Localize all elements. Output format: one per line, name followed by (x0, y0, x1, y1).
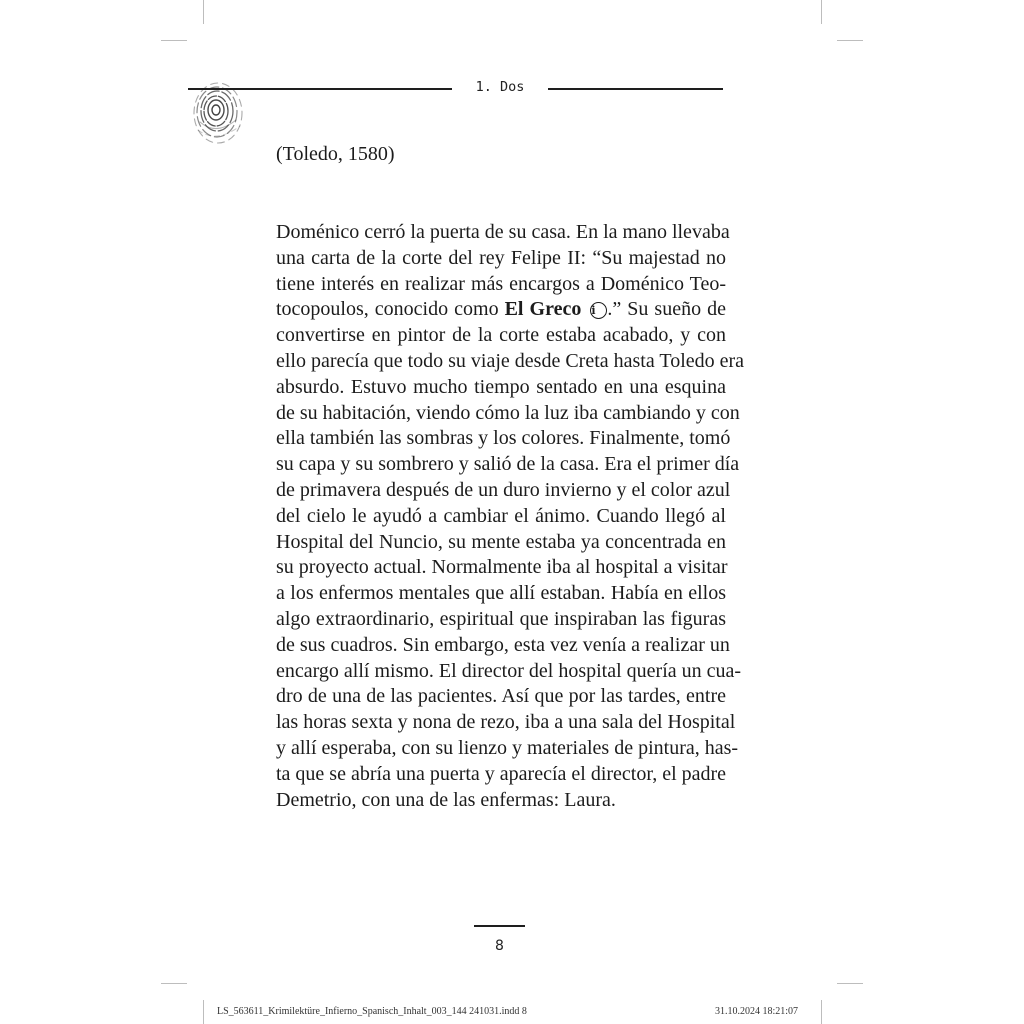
text-line: Doménico cerró la puerta de su casa. En la mano llevaba (276, 221, 730, 243)
text-line: Hospital del Nuncio, su mente estaba ya concentrada en (276, 530, 726, 553)
text-line: una carta de la corte del rey Felipe II: “Su majestad no (276, 246, 726, 269)
text-run: .” Su sueño de (607, 298, 726, 321)
text-line: tiene interés en realizar más encargos a Doménico Teo- (276, 272, 726, 295)
crop-mark (161, 40, 187, 41)
text-line: de primavera después de un duro invierno y el color azul (276, 478, 731, 501)
text-line: algo extraordinario, espiritual que inspiraban las figuras (276, 607, 726, 630)
fingerprint-icon (186, 74, 252, 148)
header-rule-left (188, 88, 452, 90)
text-line: Demetrio, con una de las enfermas: Laura. (276, 788, 616, 811)
text-line: a los enfermos mentales que allí estaban. Había en ellos (276, 582, 726, 605)
body-paragraph (276, 220, 745, 813)
crop-mark (161, 983, 187, 984)
text-line: su capa y su sombrero y salió de la casa. Era el primer día (276, 453, 740, 476)
text-line (276, 297, 726, 323)
place-date: (Toledo, 1580) (276, 143, 395, 165)
text-run: tocopoulos, conocido como (276, 298, 505, 321)
header-rule-right (548, 88, 723, 90)
text-line: ella también las sombras y los colores. Finalmente, tomó (276, 427, 731, 450)
text-line: de su habitación, viendo cómo la luz iba cambiando y con (276, 401, 740, 424)
text-line: absurdo. Estuvo mucho tiempo sentado en una esquina (276, 375, 726, 398)
info-circle-icon: i (590, 302, 607, 319)
page-number: 8 (495, 938, 504, 954)
crop-mark (203, 1000, 204, 1024)
crop-mark (203, 0, 204, 24)
chapter-title: 1. Dos (475, 79, 525, 95)
text-line: encargo allí mismo. El director del hospital quería un cua- (276, 659, 742, 682)
text-line: convertirse en pintor de la corte estaba acabado, y con (276, 324, 726, 347)
text-line: ta que se abría una puerta y aparecía el director, el padre (276, 762, 727, 785)
text-line: dro de una de las pacientes. Así que por las tardes, entre (276, 685, 726, 708)
crop-mark (821, 1000, 822, 1024)
slug-file-info: LS_563611_Krimilektüre_Infierno_Spanisch_Inhalt_003_144 241031.indd 8 (217, 1006, 527, 1017)
folio-rule (474, 925, 525, 927)
text-line: de sus cuadros. Sin embargo, esta vez venía a realizar un (276, 633, 730, 656)
text-line: del cielo le ayudó a cambiar el ánimo. Cuando llegó al (276, 504, 726, 527)
glossary-term: El Greco (504, 298, 582, 321)
text-line: su proyecto actual. Normalmente iba al hospital a visitar (276, 556, 728, 579)
text-line: y allí esperaba, con su lienzo y materiales de pintura, has- (276, 736, 739, 759)
crop-mark (837, 983, 863, 984)
crop-mark (821, 0, 822, 24)
crop-mark (837, 40, 863, 41)
slug-date: 31.10.2024 18:21:07 (715, 1006, 799, 1017)
text-line: las horas sexta y nona de rezo, iba a una sala del Hospital (276, 711, 736, 734)
text-line: ello parecía que todo su viaje desde Creta hasta Toledo era (276, 349, 745, 372)
